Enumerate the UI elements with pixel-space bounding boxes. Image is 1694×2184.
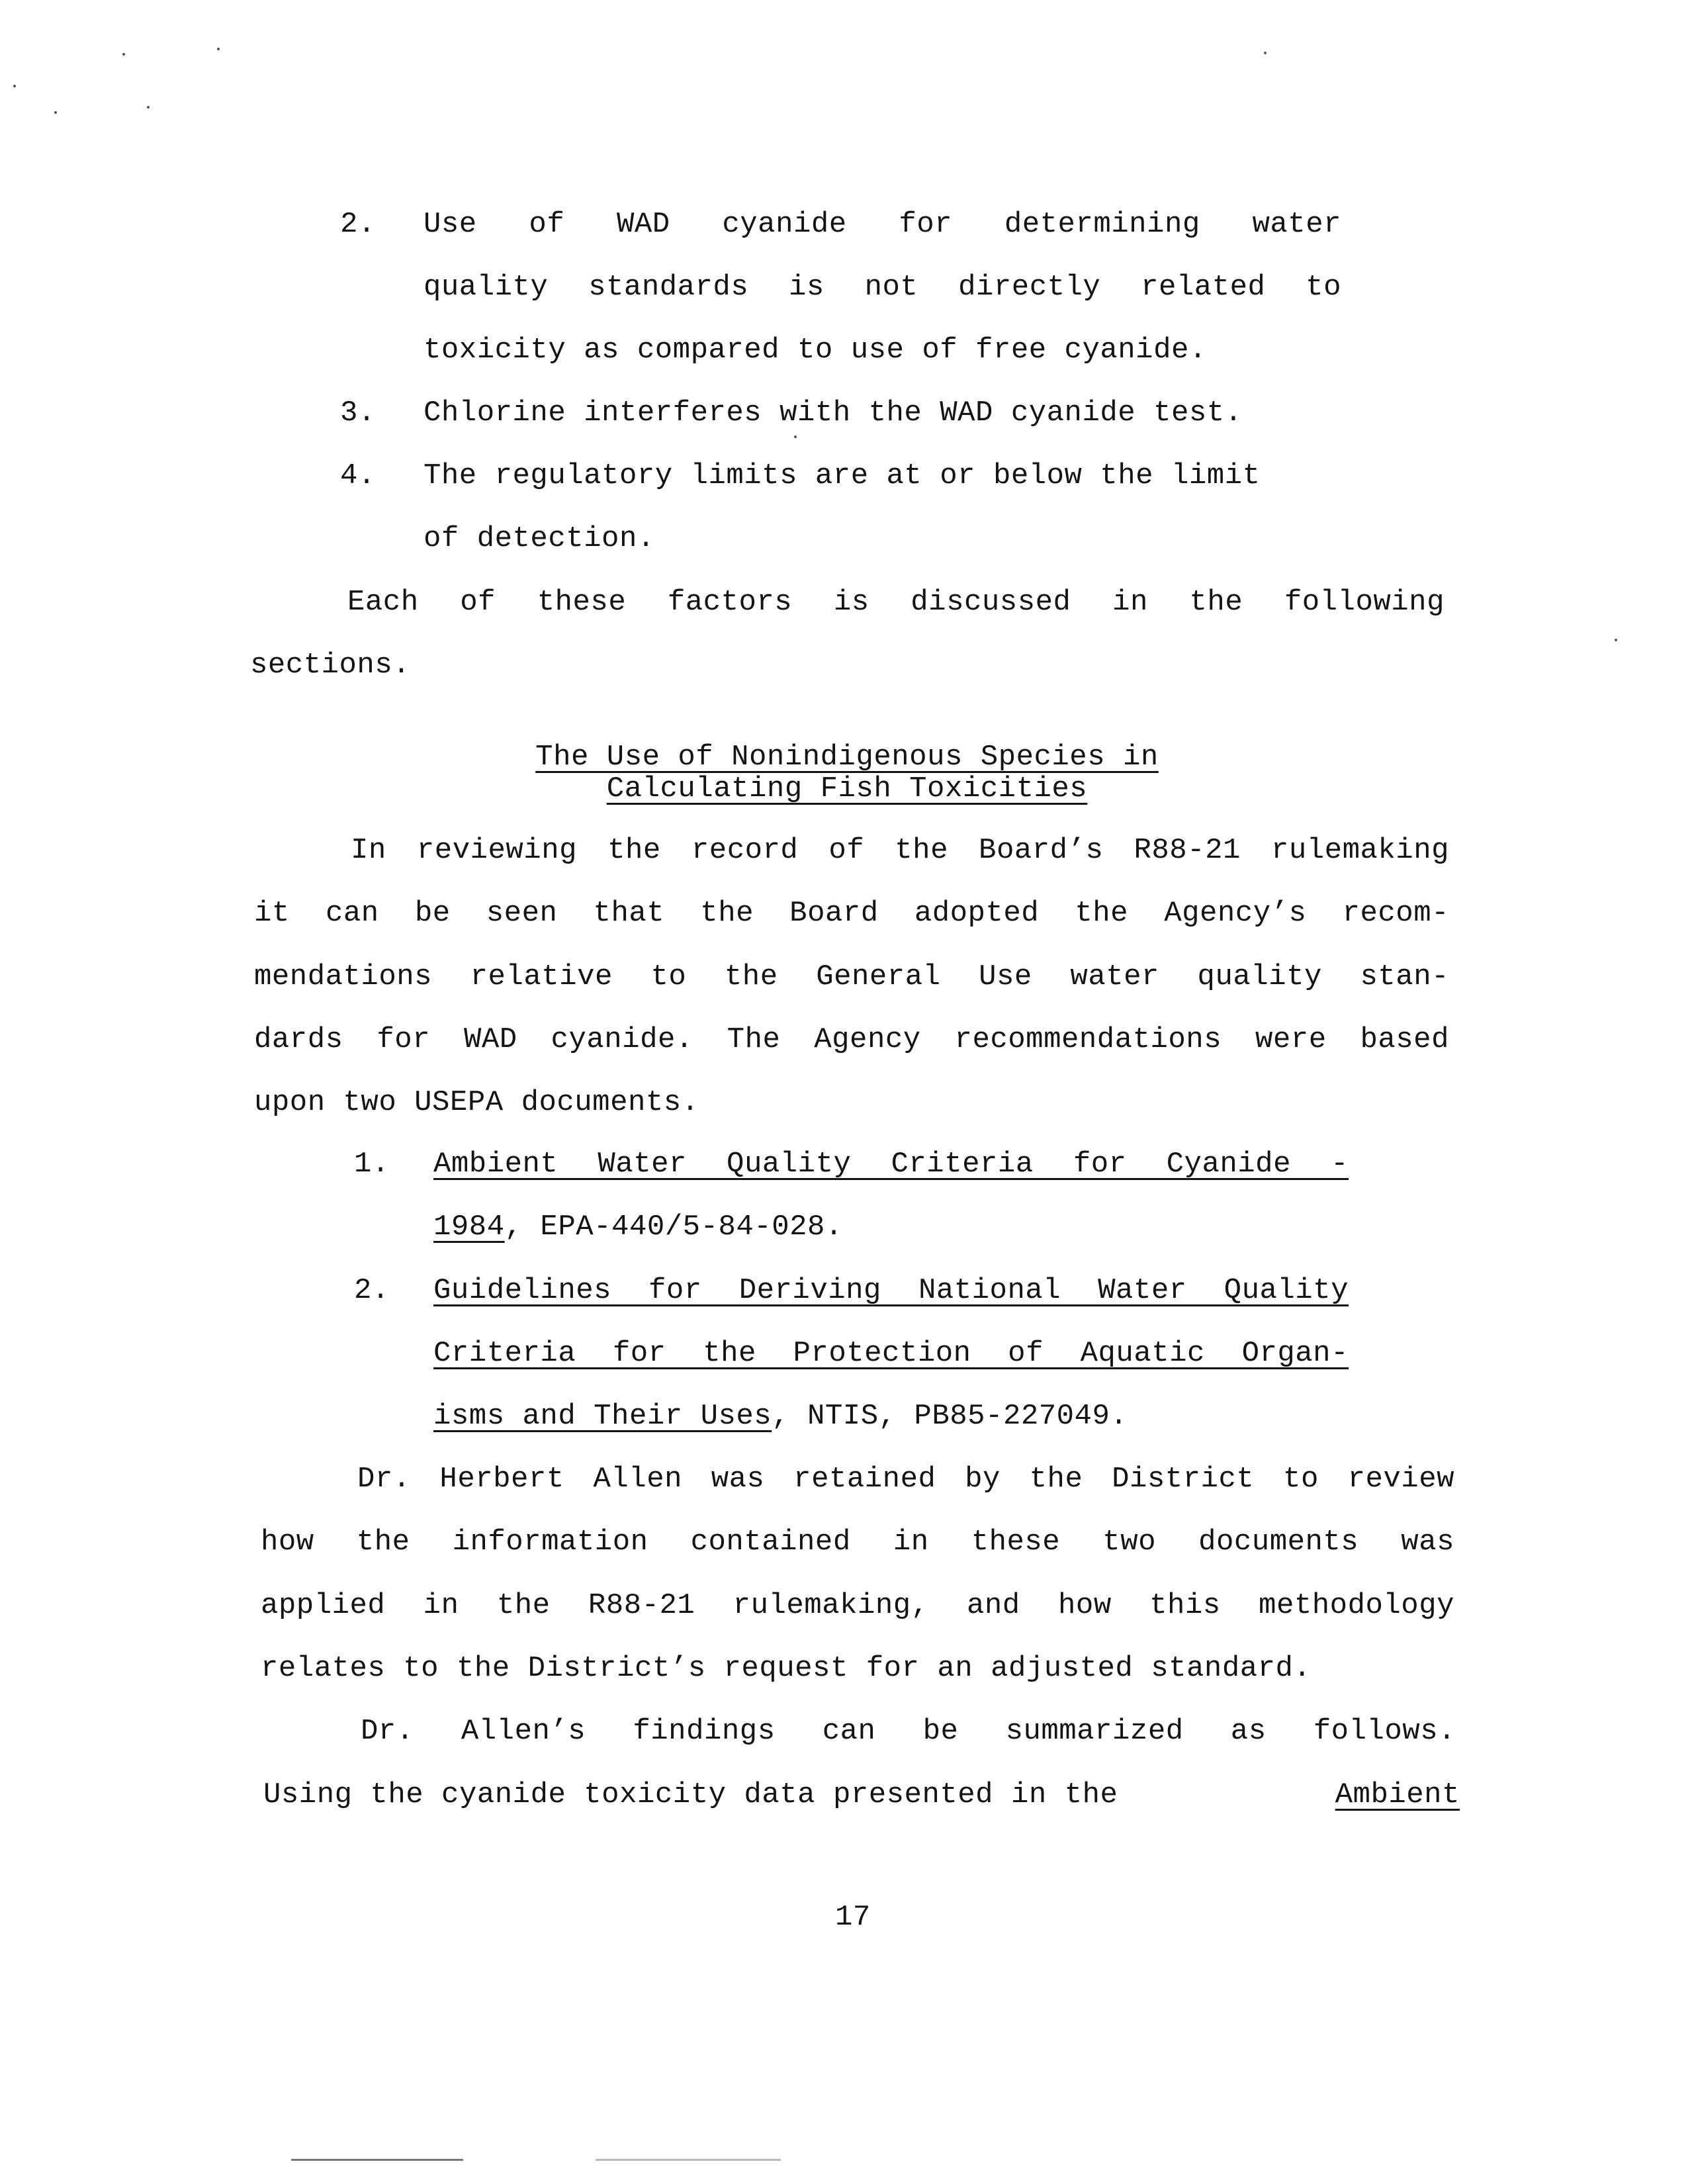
section-heading-line: The Use of Nonindigenous Species in (535, 741, 1159, 774)
document-title-fragment: Ambient (1335, 1778, 1460, 1811)
reference-title-fragment: 1984 (433, 1210, 505, 1244)
footer-rule (596, 2159, 781, 2161)
list-number: 4. (340, 459, 376, 492)
paragraph-line: how the information contained in these two documents was (261, 1525, 1454, 1559)
reference-title-line: Guidelines for Deriving National Water Quality (433, 1274, 1349, 1307)
scan-speck (794, 435, 797, 438)
reference-citation-detail: , NTIS, PB85-227049. (772, 1400, 1128, 1433)
reference-title-line: Ambient Water Quality Criteria for Cyanide - (433, 1148, 1349, 1181)
page-number: 17 (835, 1901, 871, 1934)
section-heading-line: Calculating Fish Toxicities (606, 772, 1088, 805)
paragraph-line: sections. (250, 649, 411, 682)
reference-number: 2. (354, 1274, 390, 1307)
paragraph-line: Dr. Allen’s findings can be summarized as follows. (361, 1715, 1456, 1748)
list-item-line: The regulatory limits are at or below the limit (424, 459, 1261, 492)
paragraph-line: applied in the R88-21 rulemaking, and how this methodology (261, 1589, 1454, 1622)
reference-title-fragment: isms and Their Uses (433, 1400, 772, 1433)
footer-rule (291, 2159, 463, 2161)
paragraph-line (263, 1780, 1460, 1809)
paragraph-line: Each of these factors is discussed in the following (347, 586, 1445, 619)
scan-speck (1615, 639, 1617, 641)
scan-speck (147, 106, 150, 109)
list-item-line: of detection. (424, 522, 655, 555)
paragraph-line: In reviewing the record of the Board’s R88-21 rulemaking (351, 834, 1449, 867)
list-item-line: toxicity as compared to use of free cyanide. (424, 334, 1207, 367)
scan-speck (1264, 52, 1267, 54)
scan-speck (54, 111, 57, 114)
reference-citation-line (433, 1402, 1128, 1431)
paragraph-line: mendations relative to the General Use water quality stan- (254, 960, 1449, 993)
scan-speck (13, 85, 16, 87)
scan-speck (122, 53, 125, 56)
paragraph-line: dards for WAD cyanide. The Agency recommendations were based (254, 1023, 1449, 1056)
paragraph-line: upon two USEPA documents. (254, 1086, 699, 1119)
list-item-line: quality standards is not directly related to (424, 271, 1341, 304)
scan-speck (217, 48, 220, 50)
list-number: 3. (340, 396, 376, 430)
reference-citation-detail: , EPA-440/5-84-028. (504, 1210, 843, 1244)
reference-number: 1. (354, 1148, 390, 1181)
list-item-line: Chlorine interferes with the WAD cyanide test. (424, 396, 1243, 430)
paragraph-line: it can be seen that the Board adopted the Agency’s recom- (254, 897, 1449, 930)
paragraph-line: relates to the District’s request for an adjusted standard. (261, 1652, 1312, 1685)
reference-citation-line (433, 1212, 843, 1242)
paragraph-line-text: Using the cyanide toxicity data presented in the (263, 1778, 1136, 1811)
paragraph-line: Dr. Herbert Allen was retained by the District to review (357, 1463, 1454, 1496)
list-item-line: Use of WAD cyanide for determining water (424, 208, 1341, 241)
reference-title-line: Criteria for the Protection of Aquatic Organ- (433, 1337, 1349, 1370)
list-number: 2. (340, 208, 376, 241)
